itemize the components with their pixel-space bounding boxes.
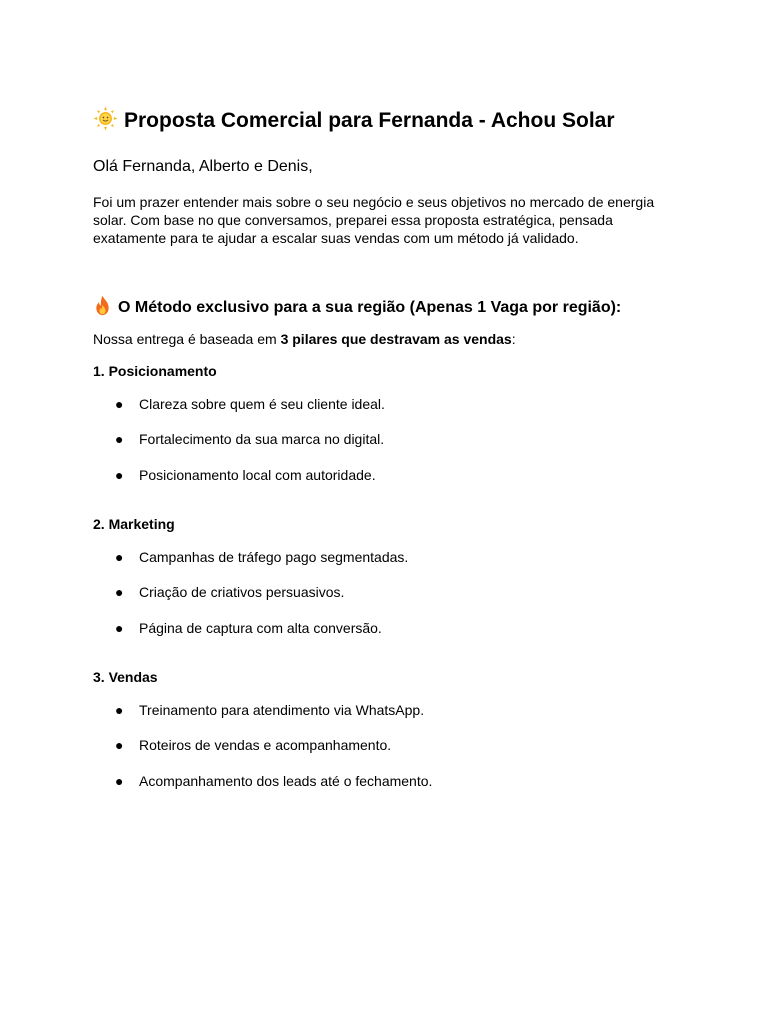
section-lead-suffix: : bbox=[511, 331, 516, 347]
list-item bbox=[115, 396, 385, 412]
list-item bbox=[115, 737, 391, 753]
list-item bbox=[115, 702, 424, 718]
list-item-text: Posicionamento local com autoridade. bbox=[139, 467, 376, 483]
list-item bbox=[115, 584, 344, 600]
list-item bbox=[115, 549, 408, 565]
list-item-text: Campanhas de tráfego pago segmentadas. bbox=[139, 549, 409, 565]
bullet-icon: ● bbox=[115, 702, 124, 718]
document-title-text: Proposta Comercial para Fernanda - Achou Solar bbox=[124, 109, 615, 132]
list-item-text: Página de captura com alta conversão. bbox=[139, 620, 382, 636]
list-item bbox=[115, 773, 432, 789]
document-title bbox=[93, 106, 615, 136]
bullet-icon: ● bbox=[115, 773, 124, 789]
bullet-icon: ● bbox=[115, 467, 124, 483]
list-item-text: Clareza sobre quem é seu cliente ideal. bbox=[139, 396, 385, 412]
pillar-heading-vendas: 3. Vendas bbox=[93, 669, 158, 685]
bullet-icon: ● bbox=[115, 549, 124, 565]
list-item-text: Fortalecimento da sua marca no digital. bbox=[139, 431, 385, 447]
intro-paragraph: Foi um prazer entender mais sobre o seu negócio e seus objetivos no mercado de energia solar. Com base no que conversamos, preparei essa proposta estratégica, pensada exatamente para te ajudar a escalar suas vendas com um método já validado. bbox=[93, 194, 655, 246]
pillar-heading-posicionamento: 1. Posicionamento bbox=[93, 363, 217, 379]
list-item bbox=[115, 431, 384, 447]
section-lead-prefix: Nossa entrega é baseada em bbox=[93, 331, 281, 347]
bullet-icon: ● bbox=[115, 396, 124, 412]
bullet-icon: ● bbox=[115, 737, 124, 753]
fire-icon bbox=[93, 295, 112, 320]
list-item bbox=[115, 467, 376, 483]
list-item-text: Roteiros de vendas e acompanhamento. bbox=[139, 737, 392, 753]
pillar-heading-marketing: 2. Marketing bbox=[93, 516, 175, 532]
section-title-text: O Método exclusivo para a sua região (Apenas 1 Vaga por região): bbox=[118, 298, 622, 316]
section-lead-bold: 3 pilares que destravam as vendas bbox=[280, 331, 512, 347]
bullet-icon: ● bbox=[115, 584, 124, 600]
list-item bbox=[115, 620, 382, 636]
section-title bbox=[93, 295, 621, 320]
greeting: Olá Fernanda, Alberto e Denis, bbox=[93, 158, 313, 175]
list-item-text: Treinamento para atendimento via WhatsApp. bbox=[139, 702, 425, 718]
bullet-icon: ● bbox=[115, 620, 124, 636]
list-item-text: Acompanhamento dos leads até o fechamento. bbox=[139, 773, 433, 789]
list-item-text: Criação de criativos persuasivos. bbox=[139, 584, 345, 600]
sun-icon bbox=[93, 106, 118, 136]
section-lead bbox=[93, 331, 516, 347]
bullet-icon: ● bbox=[115, 431, 124, 447]
